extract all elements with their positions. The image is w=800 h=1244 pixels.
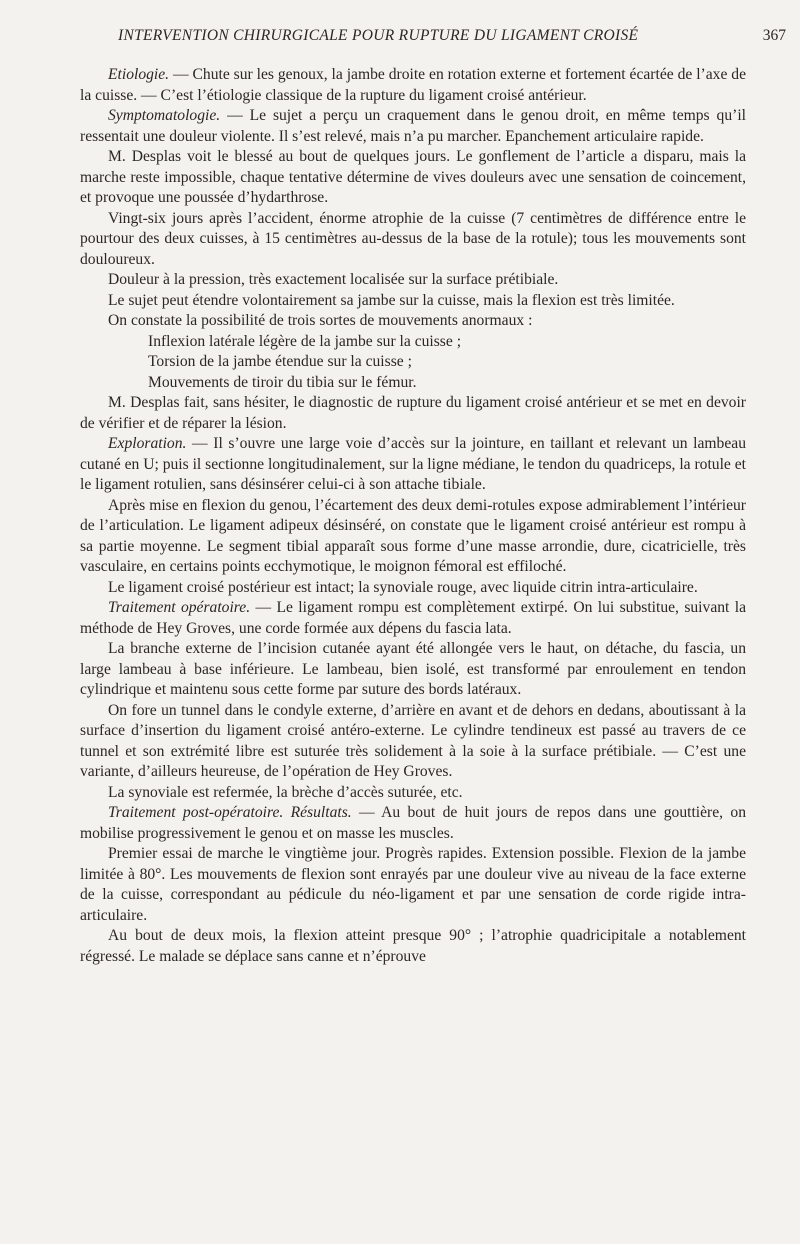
running-title: INTERVENTION CHIRURGICALE POUR RUPTURE DU LIGAMENT CROISÉ [118,27,639,44]
paragraph-symptomatologie: Symptomatologie. — Le sujet a perçu un craquement dans le genou droit, en même temps qu’il ressentait une douleur violente. Il s’est relevé, mais n’a pu marcher. Epanchement articulaire rapide. [80,107,746,145]
paragraph-exploration: Exploration. — Il s’ouvre une large voie d’accès sur la jointure, en taillant et relevant un lambeau cutané en U; puis il sectionne longitudinalement, sur la ligne médiane, le tendon du quadriceps, la rotule et le ligament rotulien, sans désinsérer celui-ci à son attache tibiale. [80,435,747,493]
paragraph: Le ligament croisé postérieur est intact; la synoviale rouge, avec liquide citrin intra-articulaire. [108,578,698,596]
body-text [80,65,746,967]
page-number: 367 [762,27,786,44]
paragraph: M. Desplas fait, sans hésiter, le diagnostic de rupture du ligament croisé antérieur et se met en devoir de vérifier et de réparer la lésion. [80,394,746,432]
list-item: Inflexion latérale légère de la jambe sur la cuisse ; [148,332,462,350]
run-in-heading: Traitement opératoire. [108,599,251,616]
paragraph: Premier essai de marche le vingtième jour. Progrès rapides. Extension possible. Flexion de la jambe limitée à 80°. Les mouvements de flexion sont enrayés par une douleur vive au niveau de la face externe de la cuisse, correspondant au pédicule du néo-ligament et par une sensation de corde rigide intra-articulaire. [80,845,746,924]
run-in-heading: Exploration. [108,435,187,452]
paragraph: M. Desplas voit le blessé au bout de quelques jours. Le gonflement de l’article a disparu, mais la marche reste impossible, chaque tentative détermine de vives douleurs avec une sensation de coincement, et provoque une poussée d’hydarthrose. [80,148,746,206]
paragraph: Au bout de deux mois, la flexion atteint presque 90° ; l’atrophie quadricipitale a notablement régressé. Le malade se déplace sans canne et n’éprouve [80,927,746,965]
run-in-heading: Etiologie. [108,66,170,83]
run-in-heading: Traitement post-opératoire. Résultats. [108,804,352,821]
running-head [118,27,786,53]
paragraph: La synoviale est refermée, la brèche d’accès suturée, etc. [108,783,463,801]
paragraph: Le sujet peut étendre volontairement sa jambe sur la cuisse, mais la flexion est très limitée. [108,291,675,309]
paragraph-etiologie: Etiologie. — Chute sur les genoux, la jambe droite en rotation externe et fortement écartée de l’axe de la cuisse. — C’est l’étiologie classique de la rupture du ligament croisé antérieur. [80,66,746,104]
paragraph: La branche externe de l’incision cutanée ayant été allongée vers le haut, on détache, du fascia, un large lambeau à base inférieure. Le lambeau, bien isolé, est transformé par enroulement en tendon cylindrique et maintenu sous cette forme par suture des bords latéraux. [80,640,746,698]
abnormal-movements-list [80,332,746,394]
list-item: Torsion de la jambe étendue sur la cuisse ; [148,353,412,370]
paragraph: Après mise en flexion du genou, l’écartement des deux demi-rotules expose admirablement l’intérieur de l’articulation. Le ligament adipeux désinséré, on constate que le ligament croisé antérieur est rompu à sa partie moyenne. Le segment tibial apparaît sous forme d’une masse arrondie, dure, cicatricielle, très vasculaire, en certains points ecchymotique, le moignon fémoral est effiloché. [80,496,746,575]
paragraph: Vingt-six jours après l’accident, énorme atrophie de la cuisse (7 centimètres de différence entre le pourtour des deux cuisses, à 15 centimètres au-dessus de la base de la rotule); tous les mouvements sont douloureux. [80,209,746,268]
list-item: Mouvements de tiroir du tibia sur le fémur. [148,373,417,391]
run-in-heading: Symptomatologie. [108,107,221,124]
paragraph: Douleur à la pression, très exactement localisée sur la surface prétibiale. [108,271,559,288]
paragraph-post-operatoire: Traitement post-opératoire. Résultats. — Au bout de huit jours de repos dans une gouttière, on mobilise progressivement le genou et on masse les muscles. [80,804,746,842]
paragraph: On constate la possibilité de trois sortes de mouvements anormaux : [108,312,533,329]
paragraph-traitement: Traitement opératoire. — Le ligament rompu est complètement extirpé. On lui substitue, suivant la méthode de Hey Groves, une corde formée aux dépens du fascia lata. [80,599,746,637]
paragraph: On fore un tunnel dans le condyle externe, d’arrière en avant et de dehors en dedans, aboutissant à la surface d’insertion du ligament croisé antéro-externe. Le cylindre tendineux est passé au travers de ce tunnel et son extrémité libre est suturée très solidement à la soie à la surface prétibiale. — C’est une variante, d’ailleurs heureuse, de l’opération de Hey Groves. [80,701,746,780]
